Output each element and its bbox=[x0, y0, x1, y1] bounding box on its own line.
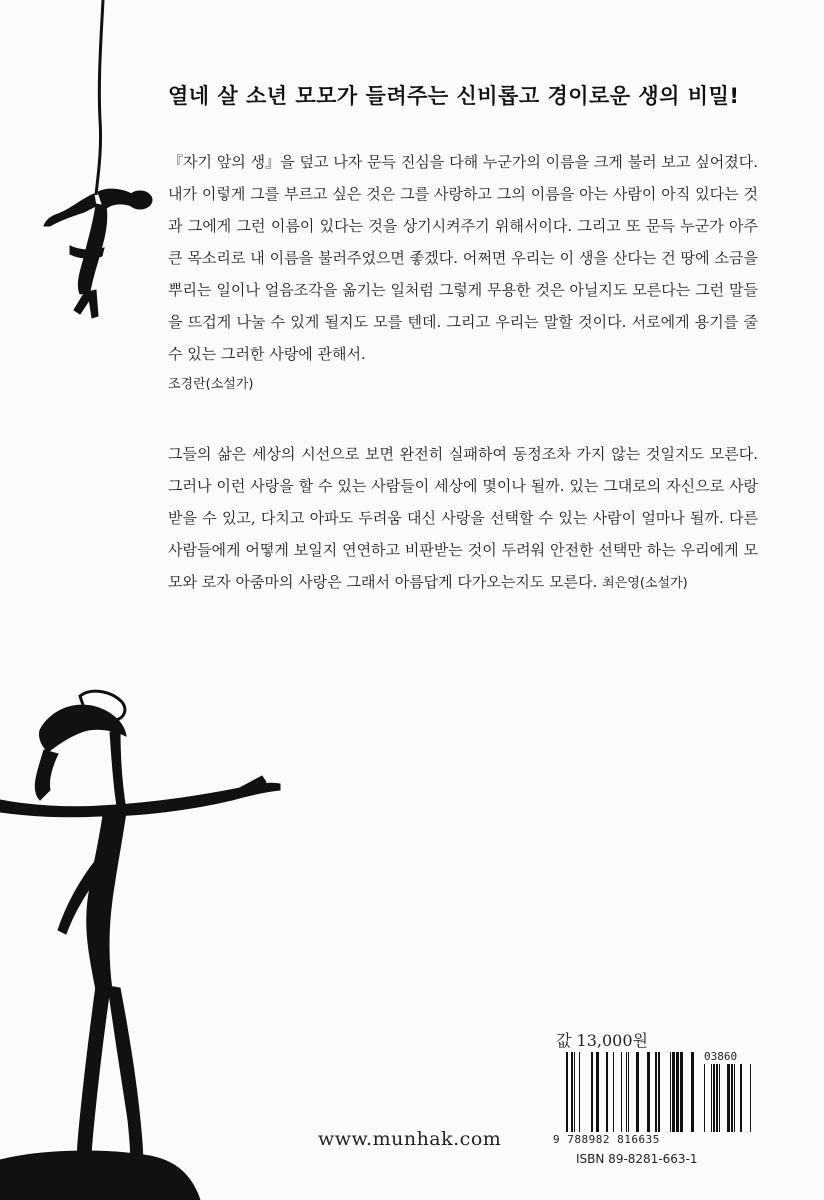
barcode-bar bbox=[613, 1052, 614, 1132]
barcode-addon-bar bbox=[734, 1064, 735, 1132]
barcode-bar bbox=[626, 1052, 627, 1132]
barcode-bar bbox=[680, 1052, 683, 1132]
rope-illustration bbox=[96, 0, 103, 195]
isbn-label: ISBN 89-8281-663-1 bbox=[576, 1152, 698, 1166]
review-quote-1-text: 『자기 앞의 생』을 덮고 나자 문득 진심을 다해 누군가의 이름을 크게 불러 보고 싶어졌다. 내가 이렇게 그를 부르고 싶은 것은 그를 사랑하고 그의 이름을 아는 사람이 아직 있다는 것과 그에게 그런 이름이 있다는 것을 상기시켜주기 위해서이다. 그리고 또 문득 누군가 아주 큰 목소리로 내 이름을 불러주었으면 좋겠다. 어쩌면 우리는 이 생을 산다는 건 땅에 소금을 뿌리는 일이나 얼음조각을 옮기는 일처럼 그렇게 무용한 것은 아닐지도 모른다는 그런 말들을 뜨겁게 나눌 수 있게 될지도 모를 텐데. 그리고 우리는 말할 것이다. 서로에게 용기를 줄 수 있는 그러한 사랑에 관해서. bbox=[168, 153, 758, 363]
barcode-bar bbox=[579, 1052, 580, 1132]
price-label: 값 13,000원 bbox=[556, 1031, 648, 1050]
barcode-bar bbox=[606, 1052, 608, 1132]
barcode-bar bbox=[658, 1052, 660, 1132]
publisher-website: www.munhak.com bbox=[318, 1128, 502, 1150]
barcode-bar bbox=[647, 1052, 650, 1132]
review-quote-1 bbox=[168, 146, 758, 400]
barcode-addon-bar bbox=[750, 1064, 751, 1132]
barcode-bar bbox=[636, 1052, 639, 1132]
barcode-addon-bar bbox=[731, 1064, 733, 1132]
barcode-addon-number: 03860 bbox=[704, 1050, 738, 1063]
standing-figure-illustration bbox=[0, 691, 280, 1200]
review-quote-2-author: 최은영(소설가) bbox=[602, 576, 688, 591]
review-quote-1-author: 조경란(소설가) bbox=[168, 377, 254, 392]
barcode-bar bbox=[676, 1052, 679, 1132]
barcode-bar bbox=[691, 1052, 694, 1132]
barcode-bar bbox=[591, 1052, 593, 1132]
barcode-addon-bar bbox=[713, 1064, 715, 1132]
barcode-bars bbox=[566, 1052, 756, 1132]
barcode-bar bbox=[655, 1052, 657, 1132]
barcode-bar bbox=[571, 1052, 573, 1132]
barcode-addon-bar bbox=[716, 1064, 718, 1132]
review-quote-2-text: 그들의 삶은 세상의 시선으로 보면 완전히 실패하여 동정조차 가지 않는 것일지도 모른다. 그러나 이런 사랑을 할 수 있는 사람들이 세상에 몇이나 될까. 있는 그대로의 자신으로 사랑받을 수 있고, 다치고 아파도 두려움 대신 사랑을 선택할 수 있는 사람이 얼마나 될까. 다른 사람들에게 어떻게 보일지 연연하고 비판받는 것이 두려워 안전한 선택만 하는 우리에게 모모와 로자 아줌마의 사랑은 그래서 아름답게 다가오는지도 모른다. bbox=[168, 445, 758, 591]
headline: 열네 살 소년 모모가 들려주는 신비롭고 경이로운 생의 비밀! bbox=[168, 84, 740, 108]
barcode-bar bbox=[621, 1052, 622, 1132]
barcode-addon-bar bbox=[704, 1064, 705, 1132]
barcode-addon-bar bbox=[719, 1064, 720, 1132]
barcode-bar bbox=[628, 1052, 629, 1132]
barcode-bar bbox=[574, 1052, 575, 1132]
barcode-addon-bar bbox=[740, 1064, 742, 1132]
barcode-image bbox=[566, 1052, 756, 1132]
barcode-addon-bar bbox=[727, 1064, 730, 1132]
barcode-bar bbox=[566, 1052, 568, 1132]
barcode-addon-bar bbox=[711, 1064, 712, 1132]
barcode-bar bbox=[670, 1052, 671, 1132]
hanging-figure-illustration bbox=[44, 189, 152, 318]
barcode-bar bbox=[672, 1052, 675, 1132]
barcode-ean-number: 9 788982 816635 bbox=[553, 1133, 660, 1146]
review-quote-2 bbox=[168, 438, 758, 600]
barcode-bar bbox=[596, 1052, 599, 1132]
